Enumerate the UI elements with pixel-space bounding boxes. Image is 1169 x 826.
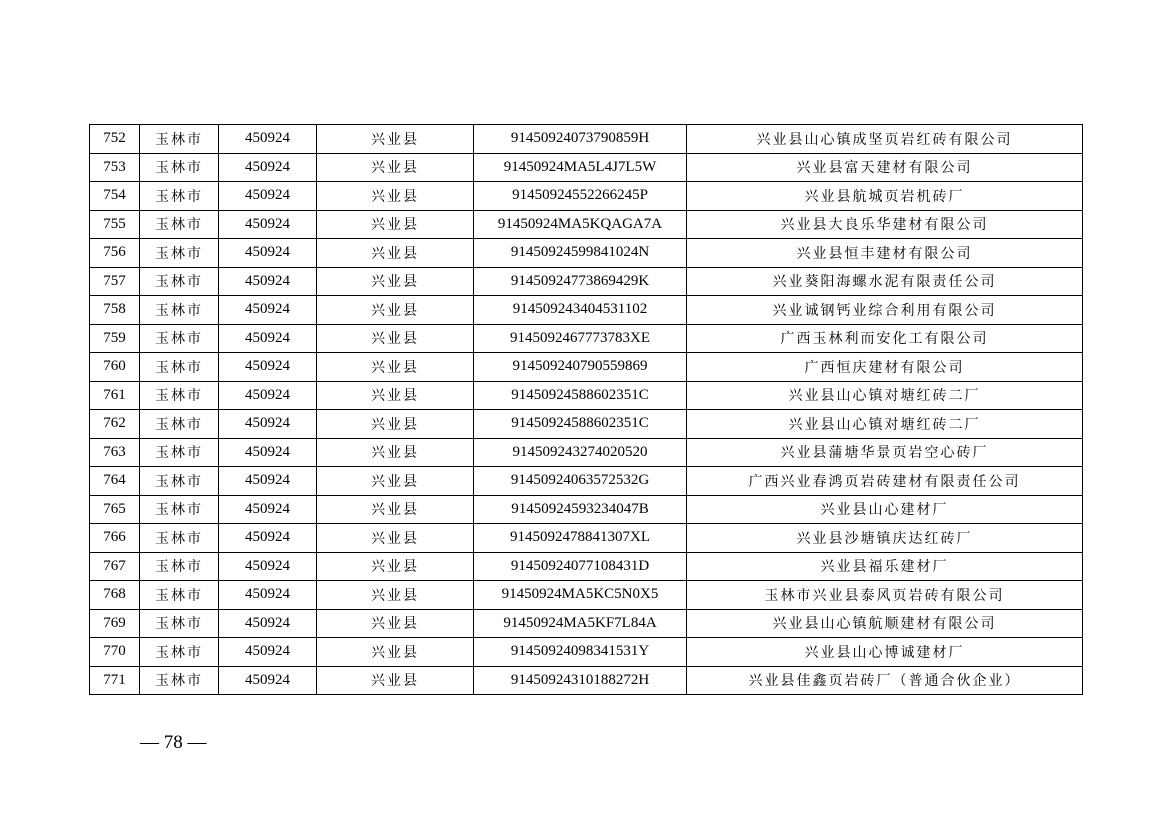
city-cell: 玉林市 [140,324,219,353]
row-index-cell: 760 [90,353,140,382]
credit-code-cell: 91450924588602351C [474,410,687,439]
county-cell: 兴业县 [317,581,474,610]
county-cell: 兴业县 [317,438,474,467]
area-code-cell: 450924 [219,581,317,610]
credit-code-cell: 91450924773869429K [474,267,687,296]
area-code-cell: 450924 [219,467,317,496]
table-row [90,438,1083,467]
county-cell: 兴业县 [317,552,474,581]
table-row [90,210,1083,239]
city-cell: 玉林市 [140,410,219,439]
credit-code-cell: 91450924077108431D [474,552,687,581]
city-cell: 玉林市 [140,495,219,524]
credit-code-cell: 91450924588602351C [474,381,687,410]
table-row [90,296,1083,325]
company-name-cell: 兴业县佳鑫页岩砖厂（普通合伙企业） [687,666,1083,695]
credit-code-cell: 91450924MA5KC5N0X5 [474,581,687,610]
city-cell: 玉林市 [140,153,219,182]
city-cell: 玉林市 [140,552,219,581]
table-row [90,267,1083,296]
city-cell: 玉林市 [140,581,219,610]
company-name-cell: 兴业县山心博诚建材厂 [687,638,1083,667]
credit-code-cell: 9145092478841307XL [474,524,687,553]
credit-code-cell: 91450924552266245P [474,182,687,211]
company-name-cell: 兴业诚钢钙业综合利用有限公司 [687,296,1083,325]
area-code-cell: 450924 [219,239,317,268]
county-cell: 兴业县 [317,638,474,667]
row-index-cell: 766 [90,524,140,553]
table-row [90,666,1083,695]
city-cell: 玉林市 [140,524,219,553]
city-cell: 玉林市 [140,381,219,410]
city-cell: 玉林市 [140,609,219,638]
credit-code-cell: 91450924593234047B [474,495,687,524]
county-cell: 兴业县 [317,182,474,211]
county-cell: 兴业县 [317,296,474,325]
table-row [90,524,1083,553]
area-code-cell: 450924 [219,125,317,154]
county-cell: 兴业县 [317,153,474,182]
credit-code-cell: 914509243274020520 [474,438,687,467]
row-index-cell: 770 [90,638,140,667]
county-cell: 兴业县 [317,410,474,439]
city-cell: 玉林市 [140,125,219,154]
company-name-cell: 兴业县恒丰建材有限公司 [687,239,1083,268]
city-cell: 玉林市 [140,638,219,667]
credit-code-cell: 9145092467773783XE [474,324,687,353]
city-cell: 玉林市 [140,467,219,496]
table-row [90,381,1083,410]
county-cell: 兴业县 [317,524,474,553]
company-name-cell: 兴业县山心镇成坚页岩红砖有限公司 [687,125,1083,154]
credit-code-cell: 91450924599841024N [474,239,687,268]
county-cell: 兴业县 [317,381,474,410]
row-index-cell: 764 [90,467,140,496]
table-body [90,125,1083,695]
area-code-cell: 450924 [219,609,317,638]
table-row [90,581,1083,610]
county-cell: 兴业县 [317,210,474,239]
row-index-cell: 759 [90,324,140,353]
county-cell: 兴业县 [317,239,474,268]
table-row [90,353,1083,382]
company-name-cell: 广西玉林利而安化工有限公司 [687,324,1083,353]
company-name-cell: 兴业葵阳海螺水泥有限责任公司 [687,267,1083,296]
company-name-cell: 兴业县山心镇航顺建材有限公司 [687,609,1083,638]
enterprise-table [89,124,1083,695]
area-code-cell: 450924 [219,381,317,410]
row-index-cell: 758 [90,296,140,325]
credit-code-cell: 91450924310188272H [474,666,687,695]
company-name-cell: 玉林市兴业县泰风页岩砖有限公司 [687,581,1083,610]
row-index-cell: 755 [90,210,140,239]
city-cell: 玉林市 [140,239,219,268]
table-row [90,410,1083,439]
city-cell: 玉林市 [140,296,219,325]
table-row [90,467,1083,496]
table-row [90,638,1083,667]
city-cell: 玉林市 [140,267,219,296]
row-index-cell: 752 [90,125,140,154]
county-cell: 兴业县 [317,125,474,154]
area-code-cell: 450924 [219,552,317,581]
row-index-cell: 754 [90,182,140,211]
company-name-cell: 广西兴业春鸿页岩砖建材有限责任公司 [687,467,1083,496]
row-index-cell: 763 [90,438,140,467]
company-name-cell: 兴业县蒲塘华景页岩空心砖厂 [687,438,1083,467]
row-index-cell: 753 [90,153,140,182]
company-name-cell: 兴业县山心镇对塘红砖二厂 [687,410,1083,439]
row-index-cell: 756 [90,239,140,268]
row-index-cell: 757 [90,267,140,296]
credit-code-cell: 91450924073790859H [474,125,687,154]
credit-code-cell: 91450924MA5KQAGA7A [474,210,687,239]
county-cell: 兴业县 [317,467,474,496]
row-index-cell: 761 [90,381,140,410]
company-name-cell: 兴业县大良乐华建材有限公司 [687,210,1083,239]
county-cell: 兴业县 [317,324,474,353]
county-cell: 兴业县 [317,353,474,382]
city-cell: 玉林市 [140,210,219,239]
table-row [90,324,1083,353]
area-code-cell: 450924 [219,353,317,382]
county-cell: 兴业县 [317,495,474,524]
table-row [90,495,1083,524]
table-row [90,153,1083,182]
row-index-cell: 762 [90,410,140,439]
company-name-cell: 兴业县航城页岩机砖厂 [687,182,1083,211]
area-code-cell: 450924 [219,153,317,182]
city-cell: 玉林市 [140,182,219,211]
area-code-cell: 450924 [219,410,317,439]
area-code-cell: 450924 [219,267,317,296]
area-code-cell: 450924 [219,638,317,667]
county-cell: 兴业县 [317,666,474,695]
company-name-cell: 兴业县富天建材有限公司 [687,153,1083,182]
table-row [90,182,1083,211]
city-cell: 玉林市 [140,438,219,467]
area-code-cell: 450924 [219,182,317,211]
city-cell: 玉林市 [140,666,219,695]
area-code-cell: 450924 [219,210,317,239]
company-name-cell: 兴业县山心建材厂 [687,495,1083,524]
credit-code-cell: 91450924063572532G [474,467,687,496]
county-cell: 兴业县 [317,267,474,296]
credit-code-cell: 914509243404531102 [474,296,687,325]
row-index-cell: 771 [90,666,140,695]
credit-code-cell: 91450924098341531Y [474,638,687,667]
page-number: — 78 — [140,732,207,753]
county-cell: 兴业县 [317,609,474,638]
table-row [90,125,1083,154]
city-cell: 玉林市 [140,353,219,382]
company-name-cell: 兴业县沙塘镇庆达红砖厂 [687,524,1083,553]
row-index-cell: 768 [90,581,140,610]
table-row [90,239,1083,268]
credit-code-cell: 91450924MA5L4J7L5W [474,153,687,182]
company-name-cell: 广西恒庆建材有限公司 [687,353,1083,382]
area-code-cell: 450924 [219,296,317,325]
area-code-cell: 450924 [219,524,317,553]
area-code-cell: 450924 [219,324,317,353]
company-name-cell: 兴业县福乐建材厂 [687,552,1083,581]
credit-code-cell: 914509240790559869 [474,353,687,382]
area-code-cell: 450924 [219,495,317,524]
row-index-cell: 765 [90,495,140,524]
area-code-cell: 450924 [219,666,317,695]
table-row [90,552,1083,581]
row-index-cell: 769 [90,609,140,638]
company-name-cell: 兴业县山心镇对塘红砖二厂 [687,381,1083,410]
row-index-cell: 767 [90,552,140,581]
credit-code-cell: 91450924MA5KF7L84A [474,609,687,638]
area-code-cell: 450924 [219,438,317,467]
table-row [90,609,1083,638]
